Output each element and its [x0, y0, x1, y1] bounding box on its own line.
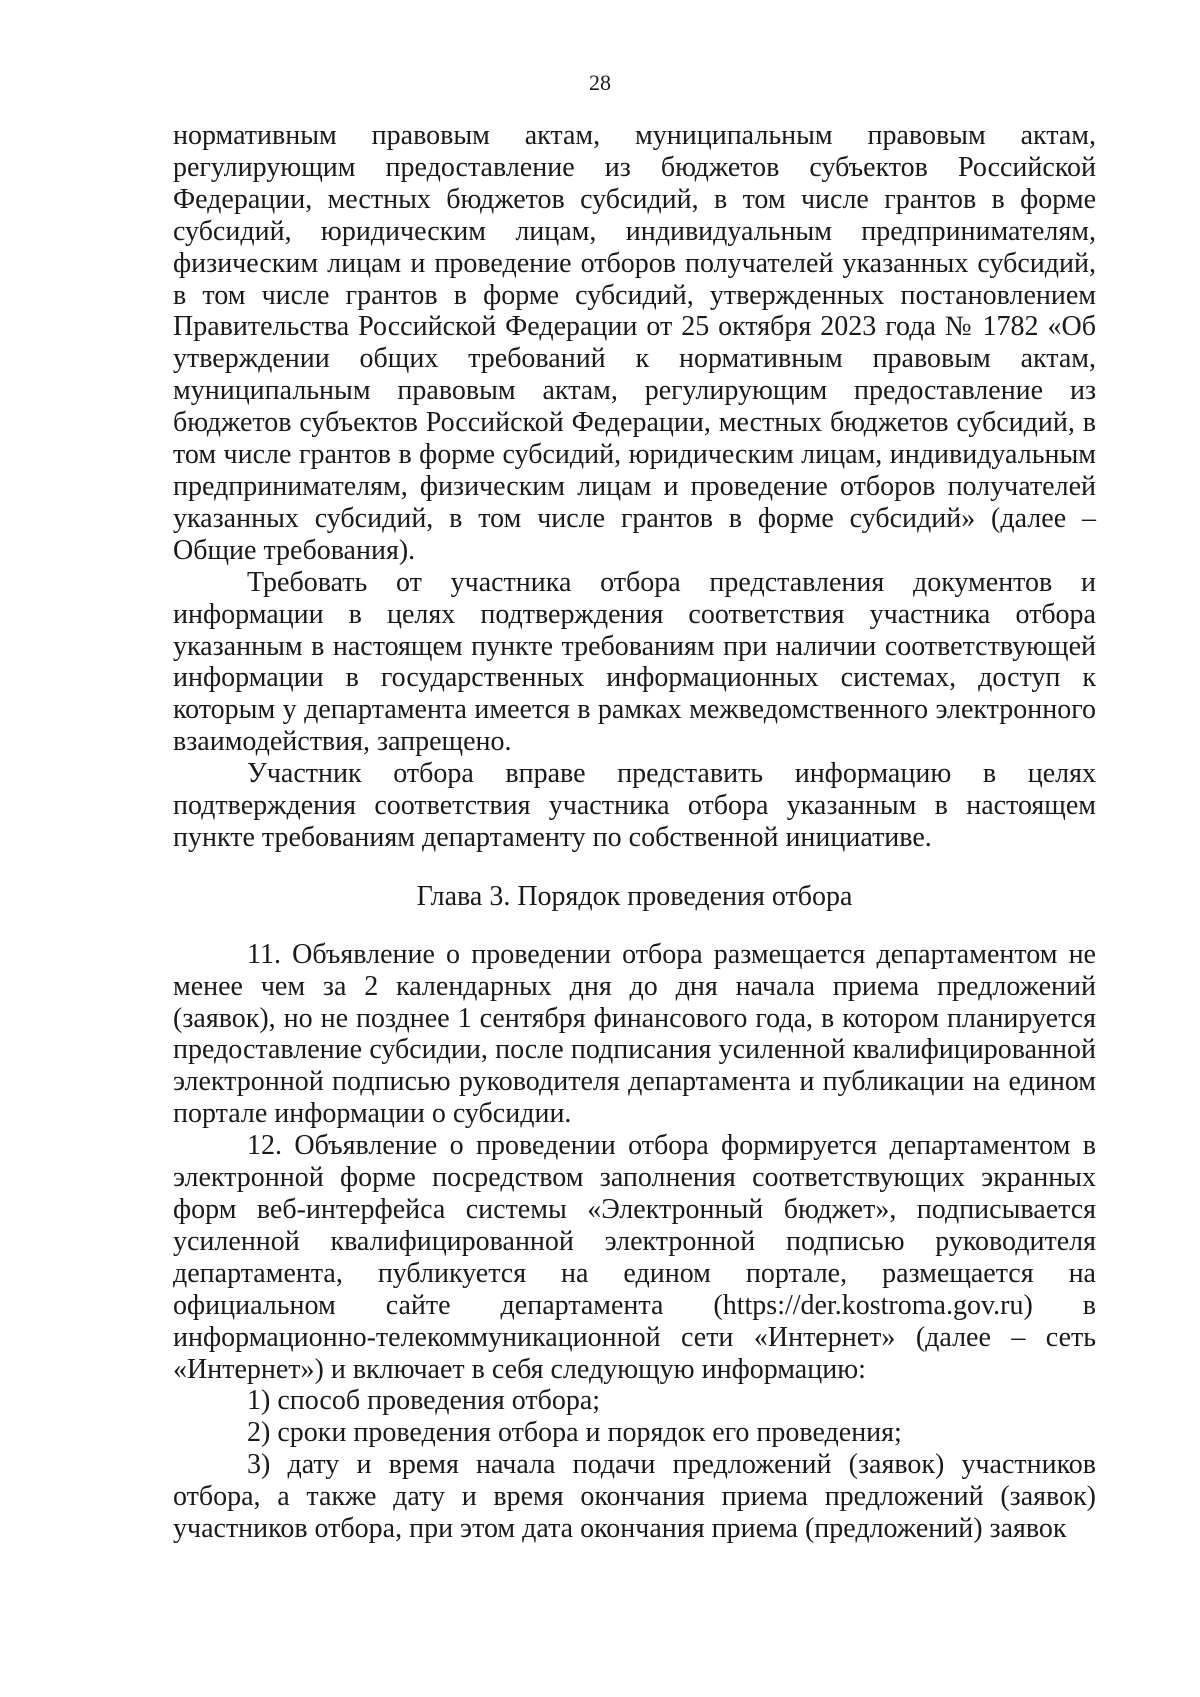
paragraph-item-12: 12. Объявление о проведении отбора формируется департаментом в электронной форме посредством заполнения соответствующих экранных форм веб-интерфейса системы «Электронный бюджет», подписывается усиленной квалифицированной электронной подписью руководителя департамента, публикуется на едином портале, размещается на официальном сайте департамента (https://der.kostroma.gov.ru) в информационно-телекоммуникационной сети «Интернет» (далее – сеть «Интернет») и включает в себя следующую информацию: — [173, 1130, 1096, 1385]
list-item-1: 1) способ проведения отбора; — [247, 1385, 601, 1417]
paragraph-item-11: 11. Объявление о проведении отбора размещается департаментом не менее чем за 2 календарных дня до дня начала приема предложений (заявок), но не позднее 1 сентября финансового года, в котором планируется предоставление субсидии, после подписания усиленной квалифицированной электронной подписью руководителя департамента и публикации на едином портале информации о субсидии. — [173, 938, 1096, 1130]
paragraph-participant-right: Участник отбора вправе представить информацию в целях подтверждения соответствия участника отбора указанным в настоящем пункте требованиям департаменту по собственной инициативе. — [173, 758, 1096, 853]
page-number: 28 — [589, 70, 611, 95]
chapter-heading: Глава 3. Порядок проведения отбора — [416, 880, 853, 912]
document-body — [173, 120, 1096, 1545]
list-item-2: 2) сроки проведения отбора и порядок его проведения; — [247, 1417, 902, 1449]
paragraph-continuation: нормативным правовым актам, муниципальным правовым актам, регулирующим предоставление из бюджетов субъектов Российской Федерации, местных бюджетов субсидий, в том числе грантов в форме субсидий, юридическим лицам, индивидуальным предпринимателям, физическим лицам и проведение отборов получателей указанных субсидий, в том числе грантов в форме субсидий, утвержденных постановлением Правительства Российской Федерации от 25 октября 2023 года № 1782 «Об утверждении общих требований к нормативным правовым актам, муниципальным правовым актам, регулирующим предоставление из бюджетов субъектов Российской Федерации, местных бюджетов субсидий, в том числе грантов в форме субсидий, юридическим лицам, индивидуальным предпринимателям, физическим лицам и проведение отборов получателей указанных субсидий, в том числе грантов в форме субсидий» (далее – Общие требования). — [173, 120, 1096, 566]
paragraph-requirement-prohibition: Требовать от участника отбора представления документов и информации в целях подтверждения соответствия участника отбора указанным в настоящем пункте требованиям при наличии соответствующей информации в государственных информационных системах, доступ к которым у департамента имеется в рамках межведомственного электронного взаимодействия, запрещено. — [173, 566, 1096, 758]
list-item-3: 3) дату и время начала подачи предложений (заявок) участников отбора, а также дату и время окончания приема предложений (заявок) участников отбора, при этом дата окончания приема (предложений) заявок — [173, 1449, 1096, 1545]
